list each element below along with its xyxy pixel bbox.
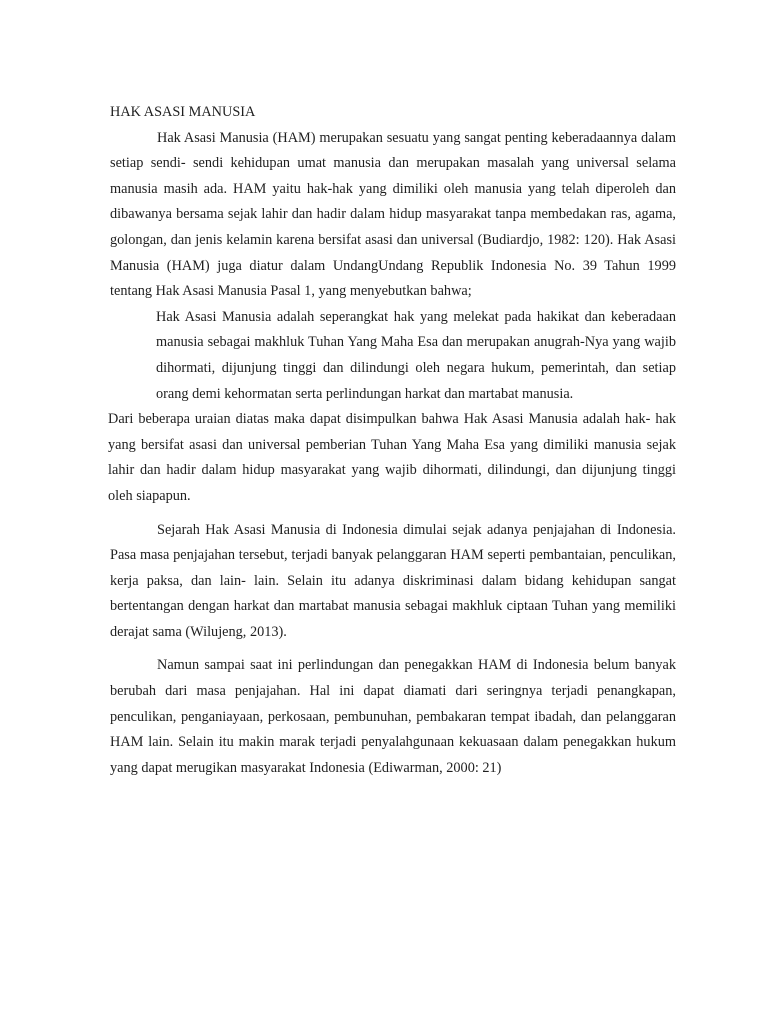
document-title: HAK ASASI MANUSIA: [110, 104, 256, 120]
intro-paragraph: Hak Asasi Manusia (HAM) merupakan sesuatu yang sangat penting keberadaannya dalam setiap sendi- sendi kehidupan umat manusia dan merupakan masalah yang universal selama manusia masih ada. HAM yaitu hak-hak yang dimiliki oleh manusia yang telah diperoleh dan dibawanya bersama sejak lahir dan hadir dalam hidup masyarakat tanpa membedakan ras, agama, golongan, dan jenis kelamin karena bersifat asasi dan universal (Budiardjo, 1982: 120). Hak Asasi Manusia (HAM) juga diatur dalam UndangUndang Republik Indonesia No. 39 Tahun 1999 tentang Hak Asasi Manusia Pasal 1, yang menyebutkan bahwa;: [110, 129, 676, 300]
present-paragraph: Namun sampai saat ini perlindungan dan penegakkan HAM di Indonesia belum banyak berubah dari masa penjajahan. Hal ini dapat diamati dari seringnya terjadi penangkapan, penculikan, penganiayaan, perkosaan, pembunuhan, pembakaran tempat ibadah, dan pelanggaran HAM lain. Selain itu makin marak terjadi penyalahgunaan kekuasaan dalam penegakkan hukum yang dapat merugikan masyarakat Indonesia (Ediwarman, 2000: 21): [110, 657, 676, 776]
history-paragraph: Sejarah Hak Asasi Manusia di Indonesia dimulai sejak adanya penjajahan di Indonesia. Pasa masa penjajahan tersebut, terjadi banyak pelanggaran HAM seperti pembantaian, penculikan, kerja paksa, dan lain- lain. Selain itu adanya diskriminasi dalam bidang kehidupan sangat bertentangan dengan harkat dan martabat manusia sebagai makhluk ciptaan Tuhan yang memiliki derajat sama (Wilujeng, 2013).: [110, 521, 676, 640]
document-page: [110, 100, 676, 781]
definition-quote: Hak Asasi Manusia adalah seperangkat hak yang melekat pada hakikat dan keberadaan manusia sebagai makhluk Tuhan Yang Maha Esa dan merupakan anugrah-Nya yang wajib dihormati, dijunjung tinggi dan dilindungi oleh negara hukum, pemerintah, dan setiap orang demi kehormatan serta perlindungan harkat dan martabat manusia.: [156, 308, 676, 402]
conclusion-paragraph: Dari beberapa uraian diatas maka dapat disimpulkan bahwa Hak Asasi Manusia adalah hak- hak yang bersifat asasi dan universal pemberian Tuhan Yang Maha Esa yang dimiliki manusia sejak lahir dan hadir dalam hidup masyarakat yang wajib dihormati, dilindungi, dan dijunjung tinggi oleh siapapun.: [108, 411, 676, 504]
